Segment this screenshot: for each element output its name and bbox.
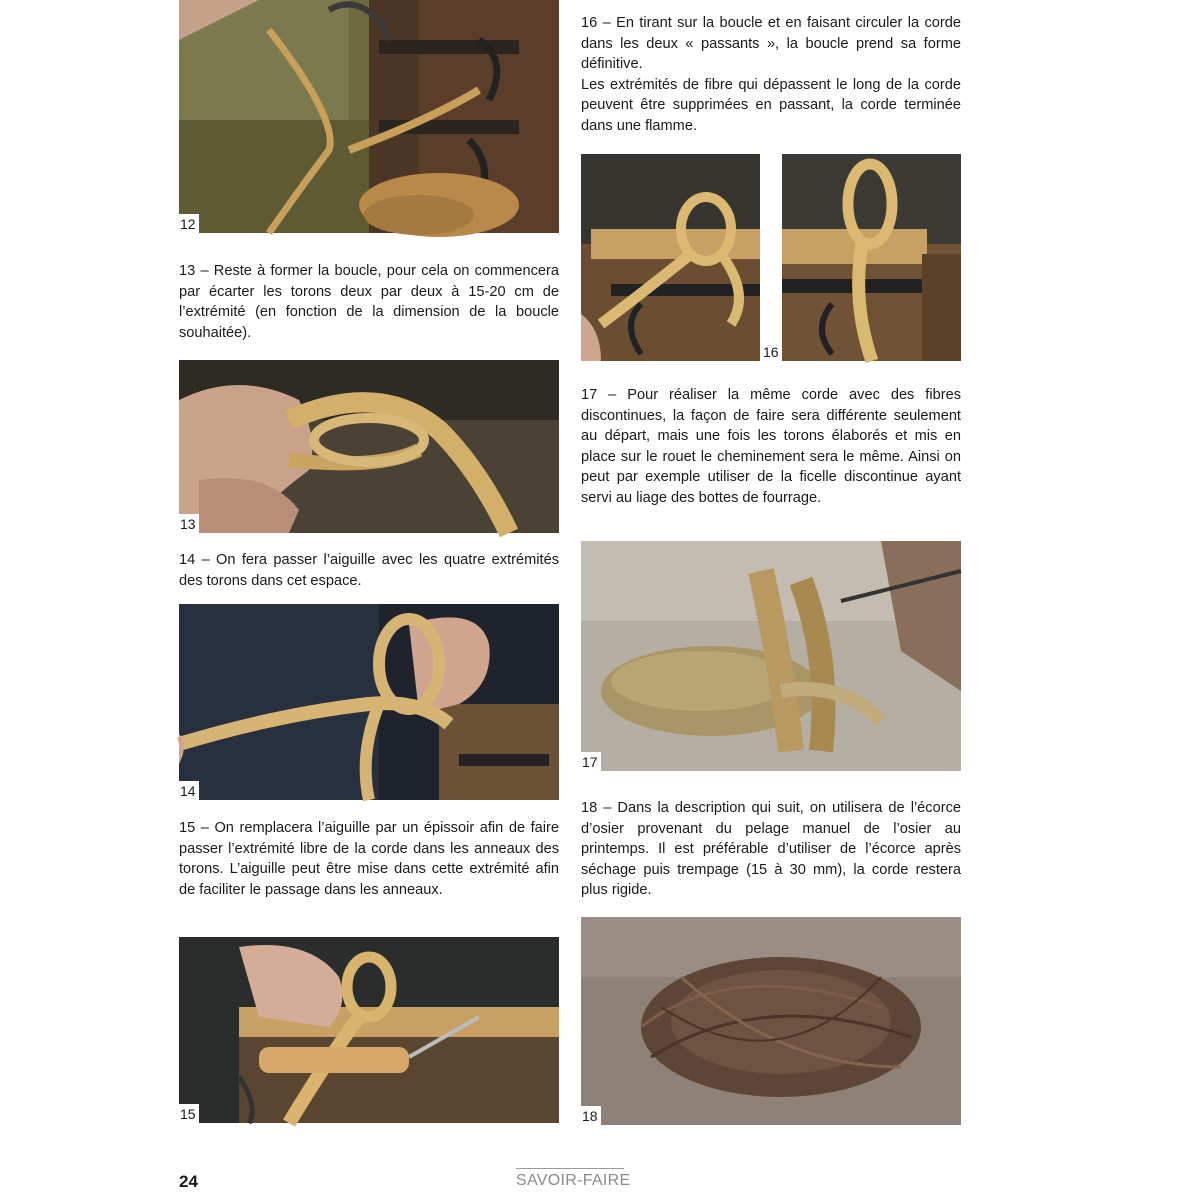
paragraph-18: 18 – Dans la description qui suit, on utilisera de l’écorce d’osier provenant du pelage manuel de l’osier au printemps. Il est préférable d’utiliser de l’écorce après séchage puis trempage (15 à 30 mm), la corde restera plus rigide. <box>581 800 961 899</box>
photo-15 <box>179 937 559 1123</box>
footer-divider <box>516 1168 624 1169</box>
figure-number: 12 <box>179 214 199 233</box>
paragraph-15: 15 – On remplacera l’aiguille par un épissoir afin de faire passer l’extrémité libre de la corde dans les anneaux des torons. L’aiguille peut être mise dans cette extrémité afin de faciliter le passage dans les anneaux. <box>179 820 559 898</box>
figure-number: 13 <box>179 514 199 533</box>
photo-17 <box>581 541 961 771</box>
paragraph-14: 14 – On fera passer l’aiguille avec les quatre extrémités des torons dans cet espace. <box>179 552 559 589</box>
paragraph-13: 13 – Reste à former la boucle, pour cela on commencera par écarter les torons deux par deux à 15-20 cm de l’extrémité (en fonction de la dimension de la boucle souhaitée). <box>179 263 559 341</box>
photo-16b <box>763 154 961 361</box>
photo-13 <box>179 360 559 533</box>
figure-number: 14 <box>179 781 199 800</box>
paragraph-17: 17 – Pour réaliser la même corde avec des fibres discontinues, la façon de faire sera différente seulement au départ, mais une fois les torons élaborés et mis en place sur le rouet le cheminement sera le même. Ainsi on peut par exemple utiliser de la ficelle discontinue ayant servi au liage des bottes de fourrage. <box>581 387 961 506</box>
photo-14 <box>179 604 559 800</box>
section-title: SAVOIR-FAIRE <box>516 1172 631 1189</box>
figure-number: 16 <box>762 342 782 361</box>
figure-number: 15 <box>179 1104 199 1123</box>
photo-18 <box>581 917 961 1125</box>
page-number: 24 <box>179 1172 198 1191</box>
paragraph-16: 16 – En tirant sur la boucle et en faisant circuler la corde dans les deux « passants », la boucle prend sa forme définitive. Les extrémités de fibre qui dépassent le long de la corde peuvent être supprimées en passant, la corde terminée dans une flamme. <box>581 15 961 134</box>
figure-number: 18 <box>581 1106 601 1125</box>
figure-number: 17 <box>581 752 601 771</box>
photo-12 <box>179 0 559 233</box>
photo-16a <box>581 154 760 361</box>
